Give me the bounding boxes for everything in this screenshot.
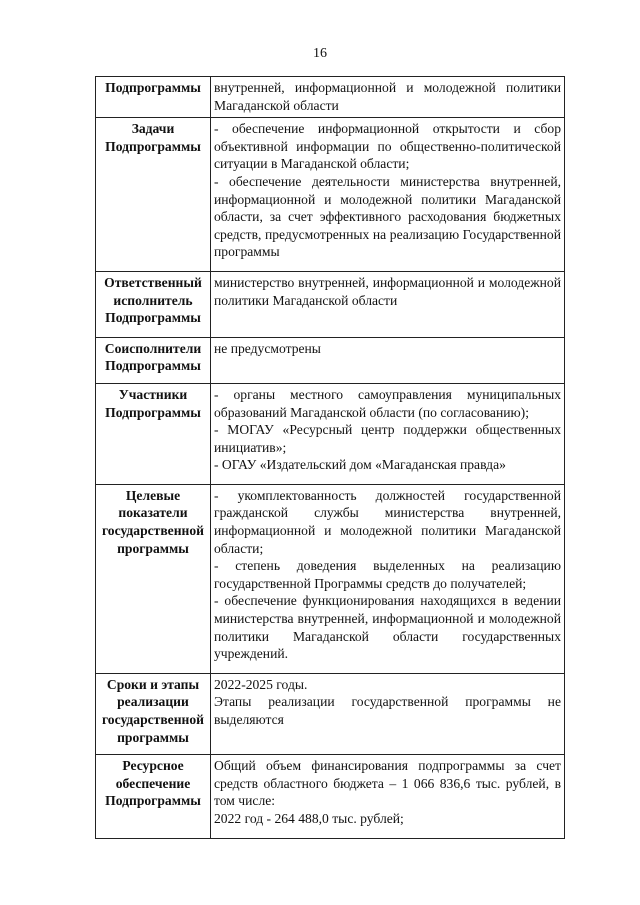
value-line: - обеспечение информационной открытости и сбор объективной информации по общественно-политической ситуации в Магаданской области; (214, 121, 561, 172)
row-label: Ресурсное обеспечение Подпрограммы (96, 755, 211, 838)
value-line: министерство внутренней, информационной и молодежной политики Магаданской области (214, 274, 561, 308)
row-label: Соисполнители Подпрограммы (96, 337, 211, 383)
row-value (211, 383, 565, 484)
row-label: Сроки и этапы реализации государственной программы (96, 673, 211, 754)
table-row (96, 77, 565, 118)
table-row (96, 271, 565, 337)
row-label: Ответственный исполнитель Подпрограммы (96, 271, 211, 337)
value-line: 2022 год - 264 488,0 тыс. рублей; (214, 810, 404, 826)
page-number: 16 (313, 46, 327, 61)
value-line: - укомплектованность должностей государственной гражданской службы министерства внутренней, информационной и молодежной политики Магаданской области; (214, 487, 561, 556)
table-row (96, 383, 565, 484)
value-line: - обеспечение функционирования находящихся в ведении министерства внутренней, информационной и молодежной политики Магаданской области государственных учреждений. (214, 593, 561, 662)
value-line: - ОГАУ «Издательский дом «Магаданская правда» (214, 457, 506, 473)
value-line: Общий объем финансирования подпрограммы за счет средств областного бюджета – 1 066 836,6 тыс. рублей, в том числе: (214, 758, 561, 809)
row-value (211, 673, 565, 754)
row-label: Подпрограммы (96, 77, 211, 118)
value-line: внутренней, информационной и молодежной политики Магаданской области (214, 80, 561, 113)
value-line: 2022-2025 годы. (214, 676, 308, 692)
subprogram-passport-table (95, 76, 565, 839)
row-value (211, 337, 565, 383)
row-value (211, 484, 565, 673)
row-value (211, 271, 565, 337)
row-value (211, 118, 565, 272)
row-label: Участники Подпрограммы (96, 383, 211, 484)
value-line: - обеспечение деятельности министерства внутренней, информационной и молодежной политики Магаданской области, за счет эффективного расходования бюджетных средств, предусмотренных на реализацию Государственной программы (214, 173, 561, 260)
table-row (96, 337, 565, 383)
table-row (96, 673, 565, 754)
value-line: Этапы реализации государственной программы не выделяются (214, 694, 561, 727)
row-label: Целевые показатели государственной программы (96, 484, 211, 673)
table-row (96, 118, 565, 272)
value-line: - органы местного самоуправления муниципальных образований Магаданской области (по согласованию); (214, 386, 561, 420)
value-line: - степень доведения выделенных на реализацию государственной Программы средств до получателей; (214, 558, 561, 591)
row-label: Задачи Подпрограммы (96, 118, 211, 272)
table-row (96, 484, 565, 673)
row-value (211, 77, 565, 118)
table-row (96, 755, 565, 838)
value-line: не предусмотрены (214, 340, 321, 356)
value-line: - МОГАУ «Ресурсный центр поддержки общественных инициатив»; (214, 422, 561, 455)
row-value (211, 755, 565, 838)
